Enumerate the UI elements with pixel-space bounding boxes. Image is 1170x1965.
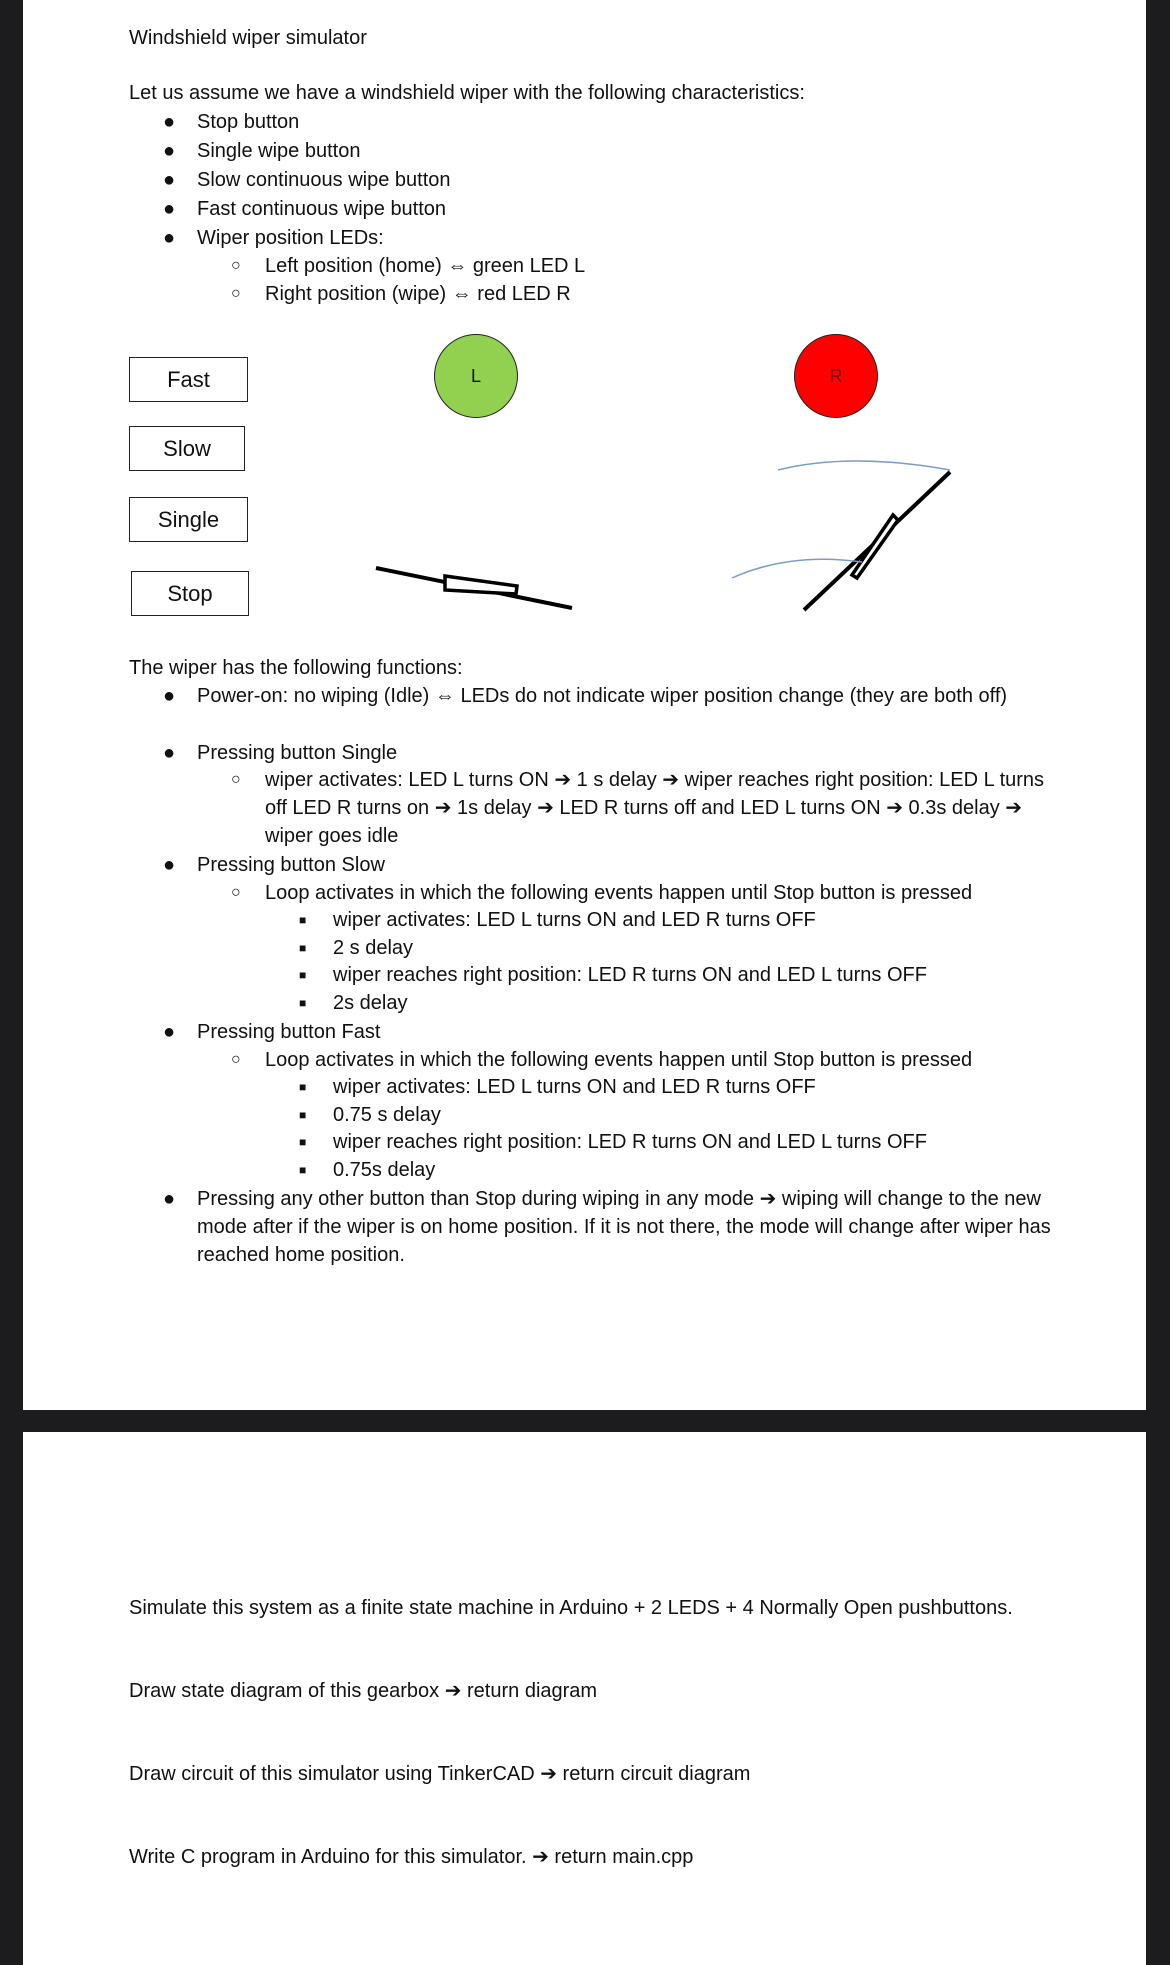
single-button: Single xyxy=(129,497,248,542)
slow-button: Slow xyxy=(129,426,245,471)
sub-list-item: Left position (home) ⇔ green LED L xyxy=(265,255,586,277)
bullet-icon: ● xyxy=(163,1021,176,1043)
wiper-home-blade xyxy=(445,576,517,594)
bullet-icon: ● xyxy=(163,742,176,764)
slow-title: Pressing button Slow xyxy=(197,854,385,876)
other-button-item: Pressing any other button than Stop during wiping in any mode ➔ wiping will change to the new mode after if the wiper is on home position. If it is not there, the mode will change after wiper has reached home position. xyxy=(197,1188,1051,1266)
hollow-bullet-icon: ○ xyxy=(231,771,241,788)
green-led-l: L xyxy=(434,334,518,418)
fast-event: wiper reaches right position: LED R turns ON and LED L turns OFF xyxy=(333,1131,927,1153)
square-bullet-icon: ■ xyxy=(299,996,307,1010)
square-bullet-icon: ■ xyxy=(299,1080,307,1094)
bullet-icon: ● xyxy=(163,198,176,220)
bullet-icon: ● xyxy=(163,227,176,249)
square-bullet-icon: ■ xyxy=(299,968,307,982)
list-item: Fast continuous wipe button xyxy=(197,198,447,220)
fast-event: 0.75s delay xyxy=(333,1159,436,1181)
slow-event: wiper activates: LED L turns ON and LED R turns OFF xyxy=(333,909,816,931)
slow-loop: Loop activates in which the following events happen until Stop button is pressed xyxy=(265,882,973,904)
wiper-figure xyxy=(0,0,1170,700)
red-led-r: R xyxy=(794,334,878,418)
fast-button: Fast xyxy=(129,357,248,402)
hollow-bullet-icon: ○ xyxy=(231,1051,241,1068)
bullet-icon: ● xyxy=(163,854,176,876)
square-bullet-icon: ■ xyxy=(299,1135,307,1149)
list-item: Single wipe button xyxy=(197,140,361,162)
stop-button: Stop xyxy=(131,571,249,616)
hollow-bullet-icon: ○ xyxy=(231,285,241,302)
bullet-icon: ● xyxy=(163,685,176,707)
list-item: Slow continuous wipe button xyxy=(197,169,451,191)
square-bullet-icon: ■ xyxy=(299,1163,307,1177)
document-title: Windshield wiper simulator xyxy=(129,27,367,49)
fast-event: 0.75 s delay xyxy=(333,1104,441,1126)
slow-event: wiper reaches right position: LED R turns ON and LED L turns OFF xyxy=(333,964,927,986)
fast-loop: Loop activates in which the following events happen until Stop button is pressed xyxy=(265,1049,973,1071)
list-item: Wiper position LEDs: xyxy=(197,227,384,249)
fast-title: Pressing button Fast xyxy=(197,1021,381,1043)
bullet-icon: ● xyxy=(163,140,176,162)
hollow-bullet-icon: ○ xyxy=(231,884,241,901)
functions-intro: The wiper has the following functions: xyxy=(129,657,463,679)
list-item: Stop button xyxy=(197,111,300,133)
slow-event: 2 s delay xyxy=(333,937,414,959)
slow-event: 2s delay xyxy=(333,992,408,1014)
square-bullet-icon: ■ xyxy=(299,1108,307,1122)
fast-event: wiper activates: LED L turns ON and LED R turns OFF xyxy=(333,1076,816,1098)
intro-paragraph: Let us assume we have a windshield wiper with the following characteristics: xyxy=(129,82,805,104)
task-circuit: Draw circuit of this simulator using TinkerCAD ➔ return circuit diagram xyxy=(129,1763,751,1785)
single-detail: wiper activates: LED L turns ON ➔ 1 s delay ➔ wiper reaches right position: LED L turns off LED R turns on ➔ 1s delay ➔ LED R turns off and LED L turns ON ➔ 0.3s delay ➔ wiper goes idle xyxy=(265,769,1045,847)
square-bullet-icon: ■ xyxy=(299,913,307,927)
wiper-right-blade xyxy=(852,515,898,578)
hollow-bullet-icon: ○ xyxy=(231,257,241,274)
bullet-icon: ● xyxy=(163,111,176,133)
single-title: Pressing button Single xyxy=(197,742,398,764)
bullet-icon: ● xyxy=(163,1188,176,1210)
task-program: Write C program in Arduino for this simulator. ➔ return main.cpp xyxy=(129,1846,694,1868)
task-state-diagram: Draw state diagram of this gearbox ➔ return diagram xyxy=(129,1680,598,1702)
task-simulate: Simulate this system as a finite state machine in Arduino + 2 LEDS + 4 Normally Open pushbuttons. xyxy=(129,1597,1013,1619)
power-on-item: Power-on: no wiping (Idle) ⇔ LEDs do not indicate wiper position change (they are both off) xyxy=(197,685,1008,707)
bullet-icon: ● xyxy=(163,169,176,191)
square-bullet-icon: ■ xyxy=(299,941,307,955)
sub-list-item: Right position (wipe) ⇔ red LED R xyxy=(265,283,571,305)
wipe-arc-outer xyxy=(778,461,950,470)
